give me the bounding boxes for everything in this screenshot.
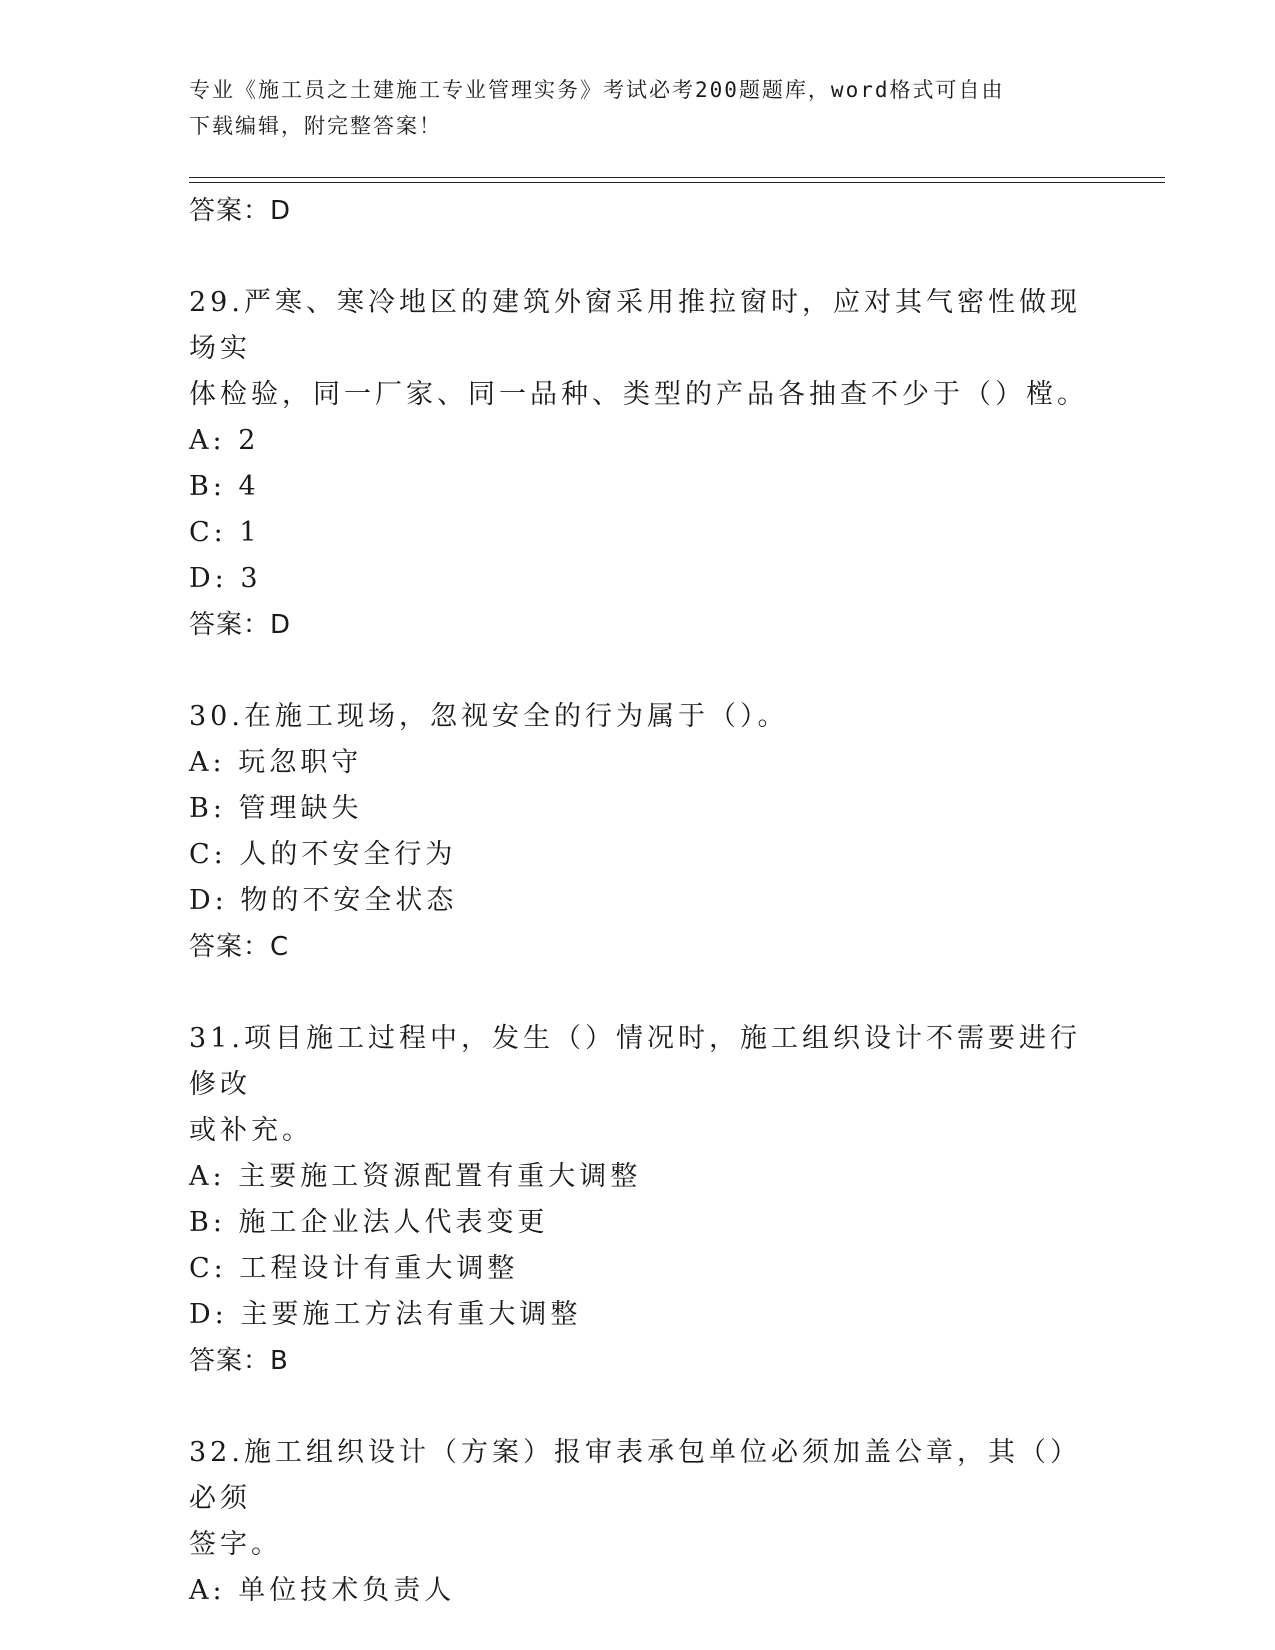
- option-text: 主要施工方法有重大调整: [240, 1299, 582, 1330]
- header-divider-top: [189, 177, 1165, 178]
- option-d: [189, 878, 1089, 924]
- question-29: [189, 280, 1089, 648]
- question-31: [189, 1016, 1089, 1384]
- question-stem-line: 或补充。: [189, 1115, 313, 1146]
- option-a: [189, 1154, 1089, 1200]
- option-letter: B:: [189, 1207, 226, 1238]
- option-a: [189, 1568, 1089, 1614]
- option-a: [189, 418, 1089, 464]
- header-line-1: 专业《施工员之土建施工专业管理实务》考试必考200题题库，word格式可自由: [189, 78, 1005, 102]
- option-letter: C:: [189, 517, 227, 548]
- option-letter: A:: [189, 1161, 226, 1192]
- option-letter: D:: [189, 563, 228, 594]
- option-letter: A:: [189, 747, 226, 778]
- option-b: [189, 1200, 1089, 1246]
- option-text: 主要施工资源配置有重大调整: [238, 1161, 642, 1192]
- question-32: [189, 1430, 1089, 1614]
- question-list: [189, 188, 1089, 1614]
- option-text: 3: [240, 563, 262, 594]
- option-d: [189, 1292, 1089, 1338]
- option-letter: A:: [189, 1575, 226, 1606]
- option-c: [189, 1246, 1089, 1292]
- option-letter: C:: [189, 1253, 227, 1284]
- option-c: [189, 510, 1089, 556]
- question-stem-line: 30.在施工现场，忽视安全的行为属于（）。: [189, 701, 789, 732]
- document-header: [189, 72, 1069, 144]
- previous-answer: 答案：D: [189, 196, 292, 226]
- question-30: [189, 694, 1089, 970]
- question-stem-line: 29.严寒、寒冷地区的建筑外窗采用推拉窗时，应对其气密性做现场实: [189, 287, 1081, 364]
- option-letter: C:: [189, 839, 227, 870]
- option-d: [189, 556, 1089, 602]
- option-text: 1: [239, 517, 261, 548]
- answer-line: 答案：B: [189, 1346, 289, 1376]
- option-letter: A:: [189, 425, 226, 456]
- option-text: 4: [238, 471, 260, 502]
- question-stem-line: 签字。: [189, 1529, 282, 1560]
- header-divider-bottom: [189, 182, 1165, 183]
- option-letter: B:: [189, 471, 226, 502]
- answer-line: 答案：D: [189, 610, 292, 640]
- option-c: [189, 832, 1089, 878]
- option-letter: D:: [189, 885, 228, 916]
- option-text: 2: [238, 425, 260, 456]
- option-letter: D:: [189, 1299, 228, 1330]
- option-text: 人的不安全行为: [239, 839, 457, 870]
- option-b: [189, 464, 1089, 510]
- option-text: 玩忽职守: [238, 747, 363, 778]
- header-line-2: 下载编辑，附完整答案！: [189, 114, 442, 138]
- option-text: 单位技术负责人: [238, 1575, 456, 1606]
- answer-line: 答案：C: [189, 932, 290, 962]
- option-text: 施工企业法人代表变更: [238, 1207, 549, 1238]
- option-text: 管理缺失: [238, 793, 363, 824]
- option-b: [189, 786, 1089, 832]
- question-stem-line: 32.施工组织设计（方案）报审表承包单位必须加盖公章，其（）必须: [189, 1437, 1081, 1514]
- question-stem-line: 31.项目施工过程中，发生（）情况时，施工组织设计不需要进行修改: [189, 1023, 1081, 1100]
- option-letter: B:: [189, 793, 226, 824]
- option-a: [189, 740, 1089, 786]
- question-stem-line: 体检验，同一厂家、同一品种、类型的产品各抽查不少于（）樘。: [189, 379, 1088, 410]
- option-text: 物的不安全状态: [240, 885, 458, 916]
- option-text: 工程设计有重大调整: [239, 1253, 519, 1284]
